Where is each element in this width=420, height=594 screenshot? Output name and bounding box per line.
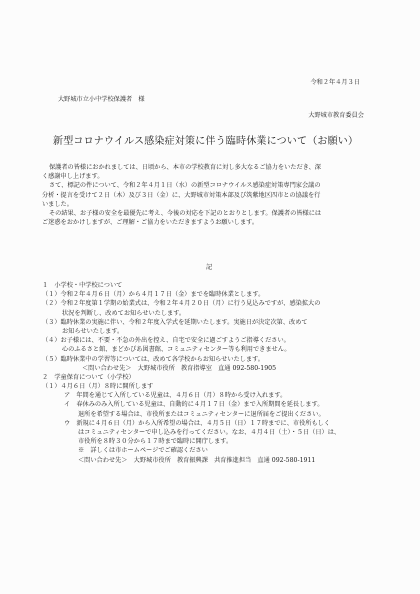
list-item: （４）お子様には、不要・不急の外出を控え、自宅で安全に過ごすようご指導ください。: [42, 337, 290, 345]
intro-paragraph: [42, 163, 394, 227]
intro-line: さて、標記の件について、令和２年４月１日（水）の新型コロナウイルス感染症対策専門家会議の: [49, 182, 321, 190]
contact-line: ＜問い合わせ先＞ 大野城市役所 教育指導室 直通 092-580-1905: [82, 364, 277, 372]
list-item: （３）臨時休業の実施に伴い、令和２年度入学式を延期いたします。実施日が決定次第、改めて: [42, 318, 308, 326]
document-title: 新型コロナウイルス感染症対策に伴う臨時休業について（お願い）: [53, 136, 359, 147]
sub-item-continuation: 退所を希望する場合は、市役所またはコミュニティセンターに退所届をご提出ください。: [78, 410, 325, 418]
sub-item: イ 春休みのみ入所している児童は、自動的に４月１７日（金）まで入所期間を延長します。: [64, 401, 324, 409]
sub-item: ア 年間を通じて入所している児童は、４月６日（月）８時から受け入れます。: [64, 392, 287, 400]
list-item-continuation: 状況を判断し、改めてお知らせいたします。: [62, 309, 186, 317]
section-heading: ２ 学童保育について（小学校）: [42, 373, 135, 381]
list-item: （２）令和２年度第１学期の始業式は、令和２年４月２０日（月）に行う見込みですが、感染拡大の: [42, 300, 321, 308]
section-heading: １ 小学校・中学校について: [42, 282, 123, 289]
list-item: （５）臨時休業中の学習等については、改めて各学校からお知らせいたします。: [42, 355, 264, 363]
intro-line: その結果、お子様の安全を最優先に考え、今後の対応を下記のとおりとします。保護者の皆様には: [49, 210, 322, 218]
list-item-continuation: 心のふるさと館、まどかぴあ図書館、コミュニティセンター等も利用できません。: [62, 346, 291, 354]
note-line: ※ 詳しくは市ホームページでご確認ください: [78, 447, 208, 455]
ki-marker: 記: [206, 264, 213, 271]
intro-line: く感謝申し上げます。: [42, 173, 104, 181]
sub-item: ウ 新規に４月６日（月）から入所希望の場合は、４月５日（日）１７時までに、市役所もしく: [64, 419, 331, 427]
addressee: 大野城市立小中学校保護者 様: [58, 96, 145, 103]
list-item: （１）４月６日（月）８時に開所します: [42, 383, 154, 391]
intro-line: 分析・提言を受けて２日（木）及び３日（金）に、大野城市対策本部及び筑紫地区四市との協議を行: [42, 191, 321, 199]
list-item-continuation: お知らせいたします。: [62, 327, 124, 335]
contact-line: ＜問い合わせ先＞ 大野城市役所 教育振興課 共育推進担当 直通 092-580-1911: [78, 456, 316, 464]
sender: 大野城市教育委員会: [308, 112, 364, 119]
intro-line: 保護者の皆様におかれましては、日頃から、本市の学校教育に対し多大なるご協力をいただき、深: [49, 164, 321, 171]
list-item: （１）令和２年４月６日（月）から４月１７日（金）までを臨時休業とします。: [42, 291, 265, 299]
intro-line: ご迷惑をおかけしますが、ご理解・ご協力をいただきますようお願いします。: [42, 219, 259, 227]
intro-line: いました。: [42, 200, 73, 208]
notice-items: [42, 281, 402, 465]
sub-item-continuation: 市役所を８時３０分から１７時まで臨時に開庁します。: [78, 438, 233, 446]
sub-item-continuation: はコミュニティセンターで申し込みを行ってください。なお、４月４日（土）・５日（日）は、: [78, 429, 341, 436]
document-date: 令和２年４月３日: [310, 79, 360, 86]
